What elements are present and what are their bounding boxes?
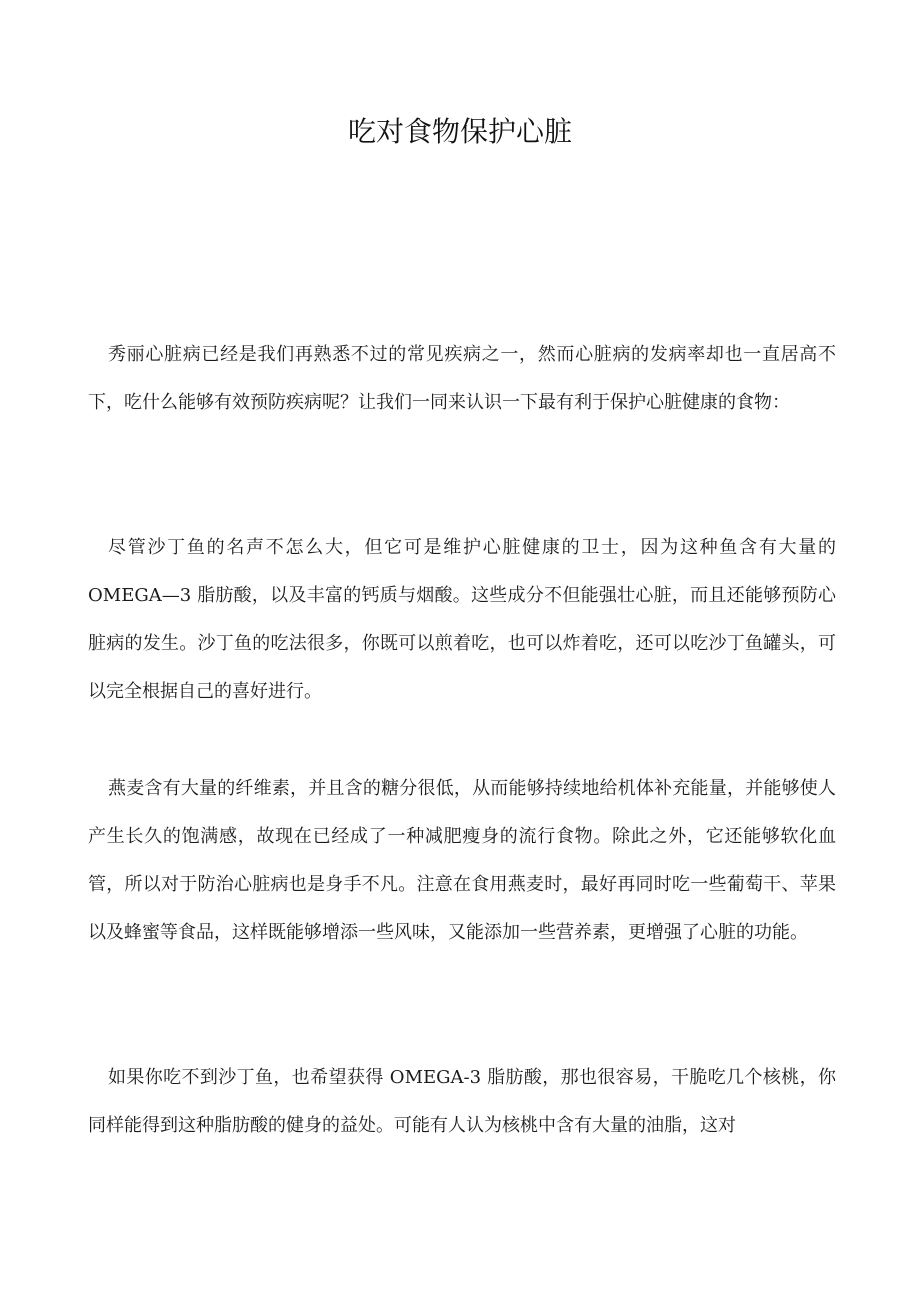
paragraph-intro: 秀丽心脏病已经是我们再熟悉不过的常见疾病之一，然而心脏病的发病率却也一直居高不下，吃什么能够有效预防疾病呢？让我们一同来认识一下最有利于保护心脏健康的食物： [88, 344, 836, 413]
paragraph-walnut: 如果你吃不到沙丁鱼，也希望获得 OMEGA-3 脂肪酸，那也很容易，干脆吃几个核桃，你同样能得到这种脂肪酸的健身的益处。可能有人认为核桃中含有大量的油脂，这对 [88, 1067, 836, 1136]
paragraph-oats: 燕麦含有大量的纤维素，并且含的糖分很低，从而能够持续地给机体补充能量，并能够使人产生长久的饱满感，故现在已经成了一种减肥瘦身的流行食物。除此之外，它还能够软化血管，所以对于防治心脏病也是身手不凡。注意在食用燕麦时，最好再同时吃一些葡萄干、苹果以及蜂蜜等食品，这样既能够增添一些风味，又能添加一些营养素，更增强了心脏的功能。 [88, 778, 836, 943]
paragraph-sardine: 尽管沙丁鱼的名声不怎么大，但它可是维护心脏健康的卫士，因为这种鱼含有大量的 OMEGA—3 脂肪酸，以及丰富的钙质与烟酸。这些成分不但能强壮心脏，而且还能够预防心脏病的发生。沙丁鱼的吃法很多，你既可以煎着吃，也可以炸着吃，还可以吃沙丁鱼罐头，可以完全根据自己的喜好进行。 [88, 537, 836, 702]
document-title: 吃对食物保护心脏 [347, 115, 572, 148]
